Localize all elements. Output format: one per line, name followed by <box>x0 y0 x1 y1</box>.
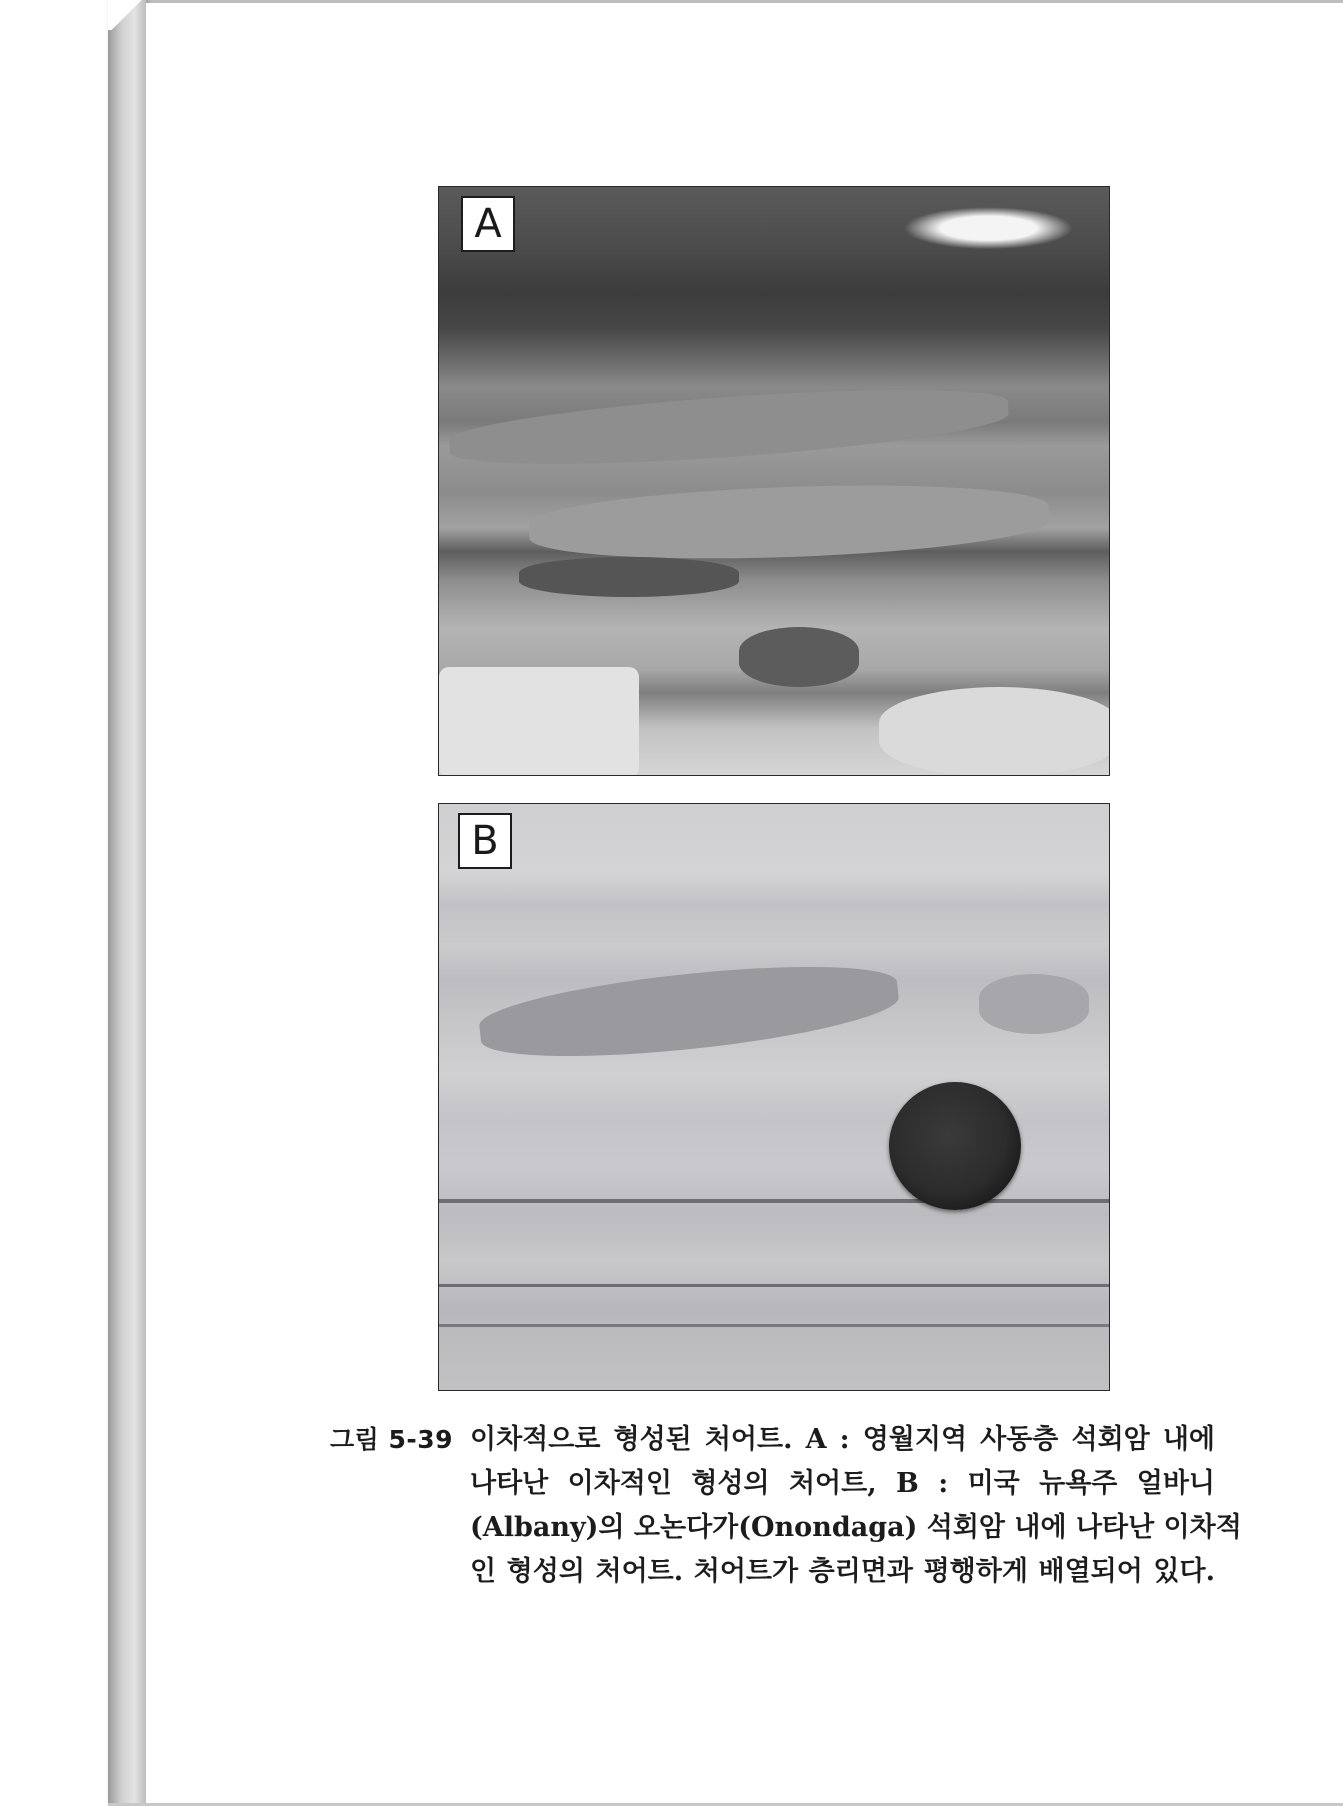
photo-a-layer <box>448 378 1011 477</box>
caption-line: 인 형성의 처어트. 처어트가 층리면과 평행하게 배열되어 있다. <box>470 1556 1215 1587</box>
book-spine <box>108 0 146 1806</box>
photo-a-layer <box>439 667 639 776</box>
photo-b-bedding-line <box>439 1324 1109 1327</box>
caption-line: (Albany)의 오논다가(Onondaga) 석회암 내에 나타난 이차적 <box>470 1512 1242 1543</box>
lens-cap-scale <box>889 1082 1021 1210</box>
photo-b-outcrop <box>438 803 1110 1391</box>
photo-b-bedding-line <box>439 1199 1109 1203</box>
photo-a-outcrop <box>438 186 1110 776</box>
photo-b-chert-nodule <box>979 974 1089 1034</box>
photo-a-layer <box>739 627 859 687</box>
caption-line: 나타난 이차적인 형성의 처어트, B : 미국 뉴욕주 얼바니 <box>470 1468 1215 1499</box>
figure-number: 그림 5-39 <box>330 1425 454 1454</box>
caption-line: 이차적으로 형성된 처어트. A : 영월지역 사동층 석회암 내에 <box>470 1424 1215 1455</box>
photo-a-label: A <box>461 196 515 252</box>
photo-b-bedding-line <box>439 1284 1109 1287</box>
caption-text <box>470 1418 1242 1594</box>
photo-b-chert-nodule <box>476 952 902 1070</box>
photo-a-layer <box>519 557 739 597</box>
photo-a-layer <box>528 478 1050 566</box>
photo-b-label: B <box>458 813 512 869</box>
photo-a-layer <box>879 687 1110 776</box>
